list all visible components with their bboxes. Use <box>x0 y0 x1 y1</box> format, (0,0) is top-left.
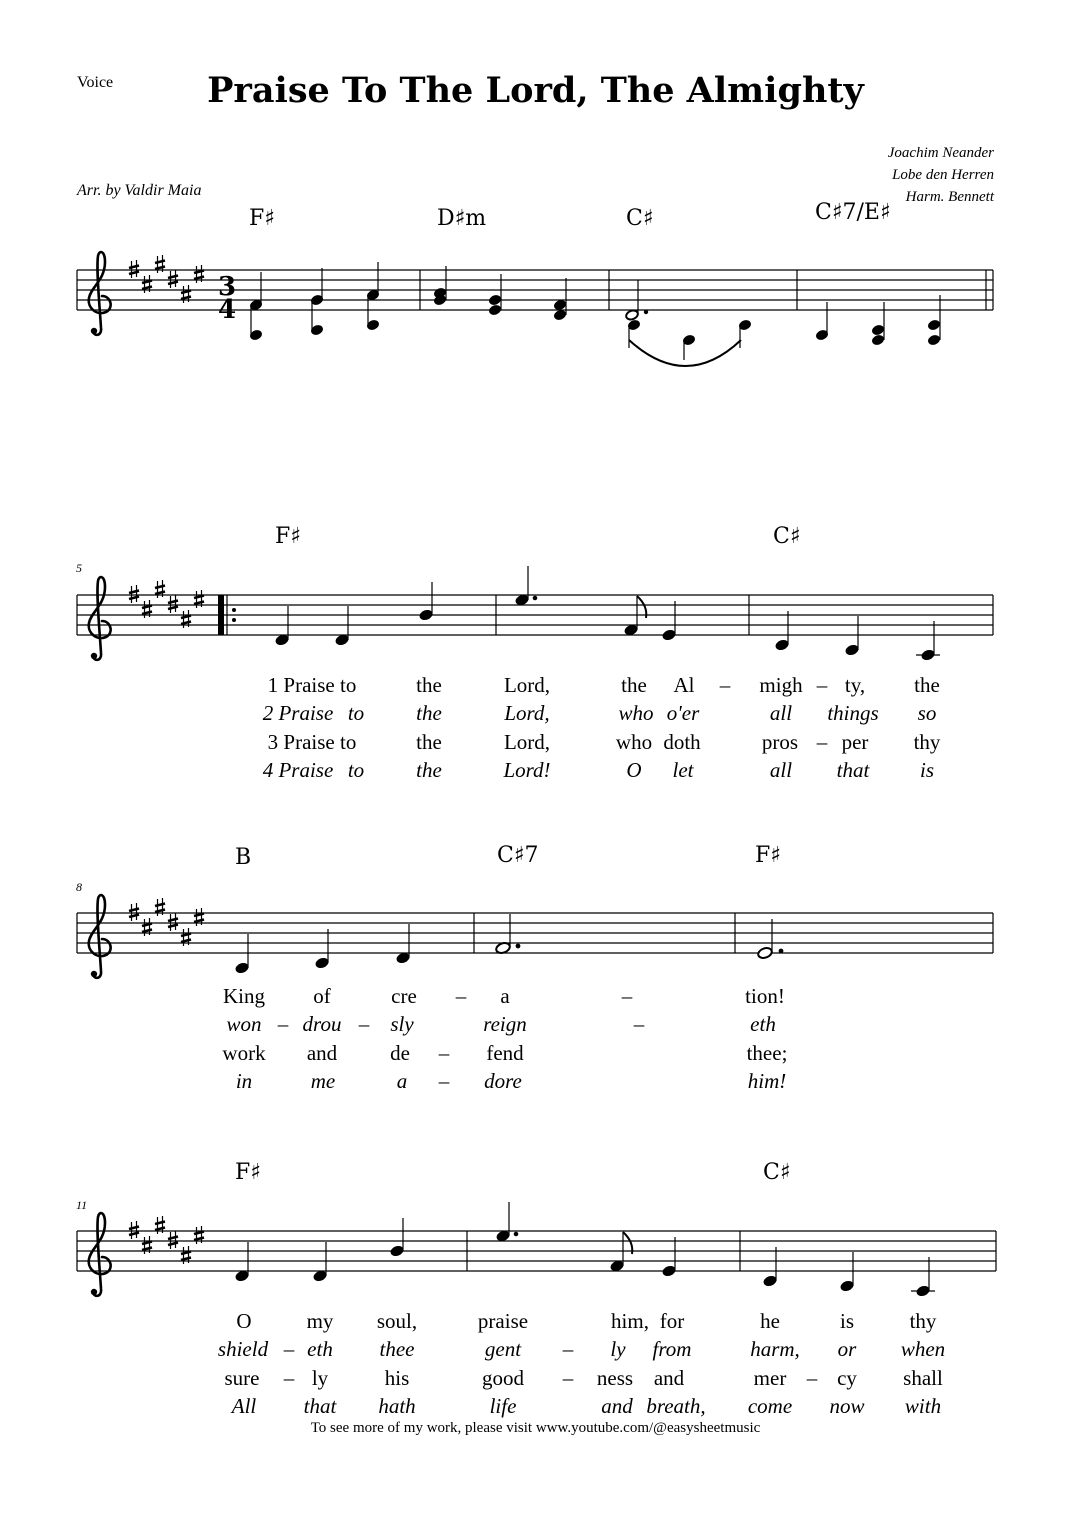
lyric-syllable: dore <box>484 1069 522 1093</box>
lyric-syllable: tion! <box>745 984 785 1008</box>
lyric-syllable: so <box>917 701 937 725</box>
chord-symbol: F♯ <box>275 524 301 549</box>
lyric-syllable: the <box>621 673 647 697</box>
lyric-syllable: is <box>839 1309 855 1333</box>
lyric-syllable: his <box>384 1366 410 1390</box>
lyric-syllable: shield <box>217 1337 269 1361</box>
lyric-syllable: – <box>283 1366 295 1390</box>
time-sig-bottom: 4 <box>218 295 237 325</box>
chord-symbol: F♯ <box>249 206 275 231</box>
lyric-syllable: – <box>562 1366 574 1390</box>
lyric-syllable: – <box>455 984 467 1008</box>
lyric-syllable: him! <box>747 1069 787 1093</box>
lyric-syllable: my <box>306 1309 334 1333</box>
lyric-syllable: 1 Praise to <box>267 673 357 697</box>
lyric-syllable: me <box>310 1069 336 1093</box>
lyric-syllable: – <box>719 673 731 697</box>
lyric-syllable: fend <box>486 1041 524 1065</box>
lyric-syllable: things <box>827 701 879 725</box>
lyric-syllable: and <box>601 1394 633 1418</box>
lyric-syllable: the <box>416 758 442 782</box>
lyric-syllable: drou <box>302 1012 342 1036</box>
chord-symbol: B <box>235 845 252 870</box>
lyric-syllable: the <box>416 673 442 697</box>
measure-number: 11 <box>76 1198 88 1212</box>
lyric-syllable: de <box>390 1041 410 1065</box>
lyric-syllable: – <box>358 1012 370 1036</box>
lyric-syllable: breath, <box>646 1394 706 1418</box>
lyric-syllable: 4 Praise <box>262 758 334 782</box>
lyric-syllable: harm, <box>750 1337 800 1361</box>
credit-line: Harm. Bennett <box>905 189 994 205</box>
lyric-syllable: the <box>914 673 940 697</box>
lyric-syllable: when <box>900 1337 946 1361</box>
lyric-syllable: O <box>626 758 642 782</box>
lyric-syllable: and <box>306 1041 338 1065</box>
lyric-syllable: ly <box>610 1337 626 1361</box>
arranger-credit: Arr. by Valdir Maia <box>77 182 202 199</box>
lyric-syllable: – <box>562 1337 574 1361</box>
lyric-syllable: ty, <box>844 673 866 697</box>
lyric-syllable: that <box>836 758 870 782</box>
lyric-syllable: Lord, <box>503 730 551 754</box>
chord-symbol: C♯ <box>773 524 801 549</box>
lyric-syllable: now <box>829 1394 865 1418</box>
measure-number: 8 <box>76 880 82 894</box>
measure-number: 5 <box>76 561 82 575</box>
lyric-syllable: King <box>223 984 265 1008</box>
staff-system-3 <box>77 895 993 978</box>
staff-system-4 <box>77 1202 996 1297</box>
lyric-syllable: – <box>438 1041 450 1065</box>
lyric-syllable: ness <box>596 1366 634 1390</box>
lyric-syllable: or <box>837 1337 857 1361</box>
lyric-syllable: o'er <box>666 701 700 725</box>
lyric-syllable: who <box>618 701 654 725</box>
lyric-syllable: doth <box>663 730 701 754</box>
lyric-syllable: come <box>747 1394 793 1418</box>
lyric-syllable: – <box>816 673 828 697</box>
lyric-syllable: Lord, <box>504 701 550 725</box>
chord-symbol: C♯7/E♯ <box>815 200 891 225</box>
lyric-syllable: to <box>347 701 365 725</box>
lyric-syllable: reign <box>483 1012 527 1036</box>
lyric-syllable: good <box>482 1366 524 1390</box>
chord-symbol: F♯ <box>755 843 781 868</box>
lyric-syllable: who <box>615 730 653 754</box>
instrument-name: Voice <box>77 74 114 91</box>
lyric-syllable: a <box>396 1069 408 1093</box>
lyric-syllable: for <box>659 1309 685 1333</box>
lyric-syllable: eth <box>750 1012 776 1036</box>
lyric-syllable: Al <box>673 673 695 697</box>
lyric-syllable: won <box>226 1012 262 1036</box>
chord-symbol: C♯ <box>763 1160 791 1185</box>
lyric-syllable: pros <box>761 730 799 754</box>
chord-symbol: D♯m <box>437 206 487 231</box>
lyric-syllable: Lord! <box>503 758 551 782</box>
lyric-syllable: him, <box>611 1309 649 1333</box>
lyric-syllable: the <box>416 701 442 725</box>
lyric-syllable: a <box>500 984 510 1008</box>
lyric-syllable: ly <box>311 1366 329 1390</box>
lyric-syllable: to <box>347 758 365 782</box>
credit-line: Joachim Neander <box>887 145 994 161</box>
lyric-syllable: soul, <box>376 1309 418 1333</box>
lyric-syllable: sly <box>390 1012 414 1036</box>
lyric-syllable: he <box>760 1309 780 1333</box>
lyric-syllable: O <box>236 1309 252 1333</box>
lyric-syllable: thy <box>913 730 941 754</box>
lyric-syllable: life <box>489 1394 517 1418</box>
chord-symbol: F♯ <box>235 1160 261 1185</box>
lyric-syllable: 3 Praise to <box>267 730 357 754</box>
footer-note: To see more of my work, please visit www.youtube.com/@easysheetmusic <box>310 1420 761 1436</box>
lyric-syllable: all <box>769 701 793 725</box>
time-sig-top: 3 <box>218 272 237 302</box>
lyric-syllable: praise <box>477 1309 529 1333</box>
lyric-syllable: the <box>416 730 442 754</box>
lyric-syllable: work <box>222 1041 266 1065</box>
lyric-syllable: gent <box>484 1337 522 1361</box>
lyric-syllable: thee; <box>746 1041 788 1065</box>
staff-system-1 <box>77 252 993 366</box>
lyric-syllable: – <box>438 1069 450 1093</box>
page-title: Praise To The Lord, The Almighty <box>207 70 864 111</box>
lyric-syllable: from <box>652 1337 692 1361</box>
lyric-syllable: per <box>841 730 869 754</box>
lyric-syllable: – <box>283 1337 295 1361</box>
lyric-syllable: with <box>904 1394 942 1418</box>
lyric-syllable: cre <box>391 984 417 1008</box>
lyric-syllable: – <box>633 1012 645 1036</box>
lyric-syllable: thee <box>379 1337 415 1361</box>
lyric-syllable: sure <box>224 1366 260 1390</box>
lyric-syllable: and <box>653 1366 685 1390</box>
lyric-syllable: of <box>313 984 331 1008</box>
credit-line: Lobe den Herren <box>892 167 994 183</box>
lyric-syllable: all <box>769 758 793 782</box>
lyric-syllable: is <box>919 758 935 782</box>
lyric-syllable: – <box>621 984 633 1008</box>
lyric-syllable: Lord, <box>503 673 551 697</box>
staff-system-2 <box>77 566 993 661</box>
lyric-syllable: in <box>235 1069 253 1093</box>
lyric-syllable: thy <box>909 1309 937 1333</box>
lyric-syllable: – <box>806 1366 818 1390</box>
lyric-syllable: that <box>303 1394 337 1418</box>
lyric-syllable: – <box>277 1012 289 1036</box>
lyric-syllable: All <box>231 1394 257 1418</box>
lyric-syllable: 2 Praise <box>262 701 334 725</box>
lyric-syllable: let <box>672 758 694 782</box>
lyric-syllable: eth <box>307 1337 333 1361</box>
chord-symbol: C♯7 <box>497 843 539 868</box>
chord-symbol: C♯ <box>626 206 654 231</box>
lyric-syllable: mer <box>753 1366 787 1390</box>
lyric-syllable: cy <box>837 1366 857 1390</box>
lyric-syllable: hath <box>378 1394 416 1418</box>
lyric-syllable: migh <box>759 673 803 697</box>
lyric-syllable: – <box>816 730 828 754</box>
lyric-syllable: shall <box>903 1366 943 1390</box>
